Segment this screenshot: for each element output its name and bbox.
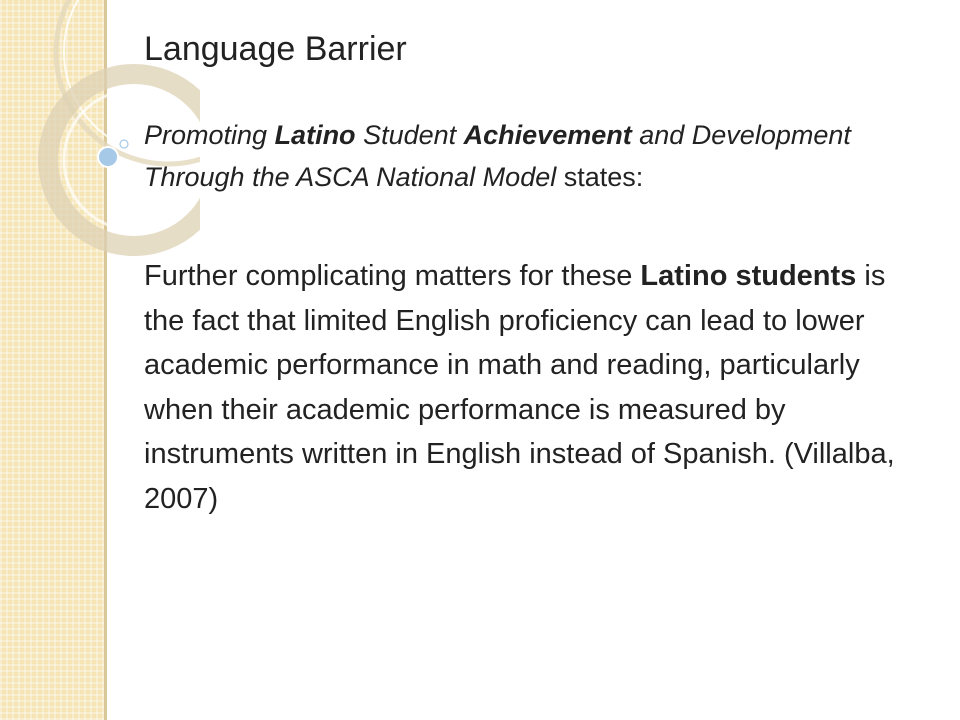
quote-bold-latino-students: Latino students	[640, 260, 857, 292]
intro-bold-latino: Latino	[274, 120, 356, 150]
intro-text-1: Promoting	[144, 120, 275, 150]
intro-bold-achievement: Achievement	[463, 120, 632, 150]
quote-text-1: Further complicating matters for these	[144, 260, 641, 292]
quote-paragraph	[144, 254, 904, 521]
intro-text-2: Student	[355, 120, 464, 150]
intro-suffix: states:	[556, 162, 644, 192]
intro-text-3: and Development Through the ASCA National Model	[144, 120, 851, 192]
source-title	[144, 120, 851, 192]
slide-title: Language Barrier	[144, 30, 407, 68]
quote-text-2: is the fact that limited English proficiency can lead to lower academic performance in math and reading, particularly when their academic performance is measured by instruments written in English instead of Spanish. (Villalba, 2007)	[144, 260, 895, 515]
blue-dot-icon	[98, 147, 118, 167]
intro-paragraph	[144, 114, 914, 198]
small-dot-icon	[120, 140, 128, 148]
